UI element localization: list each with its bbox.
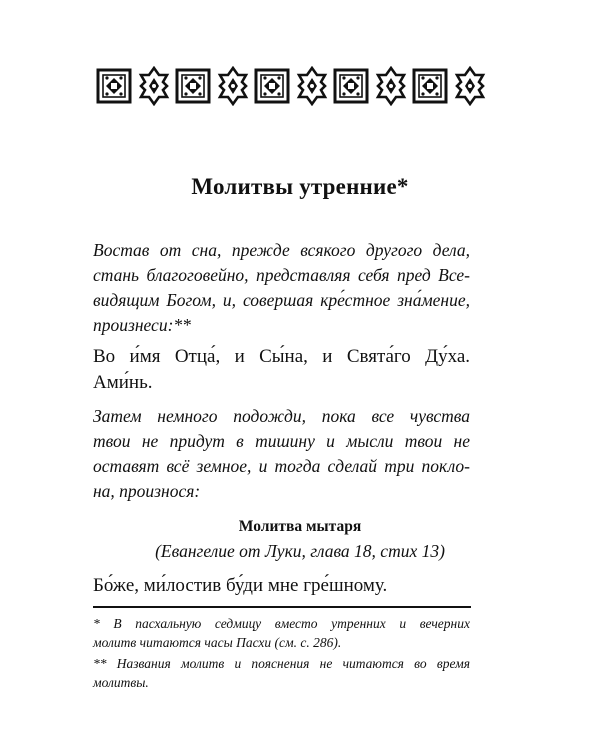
instruction-line: на, произнося:: [93, 481, 201, 501]
footnote-line: ** Названия молитв и пояснения не читаются во время: [93, 656, 470, 671]
footnote-line: молитвы.: [93, 675, 149, 690]
invocation-line: Во и́мя Отца́, и Сы́на, и Свята́го Ду́ха.: [93, 346, 470, 367]
prayer-heading: Молитва мытаря: [238, 518, 362, 535]
footnote-line: молитв читаются часы Пасхи (см. с. 286).: [93, 635, 342, 650]
footnote-divider: [93, 606, 471, 608]
instruction-line: оставят всё земное, и тогда сделай три покло-: [93, 456, 470, 476]
invocation-line: Ами́нь.: [93, 372, 153, 393]
intro-line: стань благоговейно, представляя себя пред Все-: [93, 265, 470, 285]
instruction-line: твои не придут в тишину и мысли твои не: [93, 431, 470, 451]
folk-ornament-border-icon: [96, 66, 496, 106]
prayer-source-reference: (Евангелие от Луки, глава 18, стих 13): [155, 541, 445, 561]
instruction-paragraph: [93, 404, 470, 504]
instruction-line: Затем немного подожди, пока все чувства: [93, 406, 470, 426]
invocation-text: [93, 344, 470, 396]
footnote-2: [93, 654, 470, 692]
footnote-line: * В пасхальную седмицу вместо утренних и вечерних: [93, 616, 470, 631]
intro-line: Востав от сна, прежде всякого другого дела,: [93, 240, 470, 260]
intro-line: произнеси:**: [93, 315, 191, 335]
intro-paragraph: [93, 238, 470, 338]
page-title: Молитвы утренние*: [191, 174, 409, 199]
prayer-text: Бо́же, ми́лостив бу́ди мне гре́шному.: [93, 575, 388, 596]
intro-line: видящим Богом, и, совершая кре́стное зна́мение,: [93, 290, 470, 310]
footnote-1: [93, 614, 470, 652]
